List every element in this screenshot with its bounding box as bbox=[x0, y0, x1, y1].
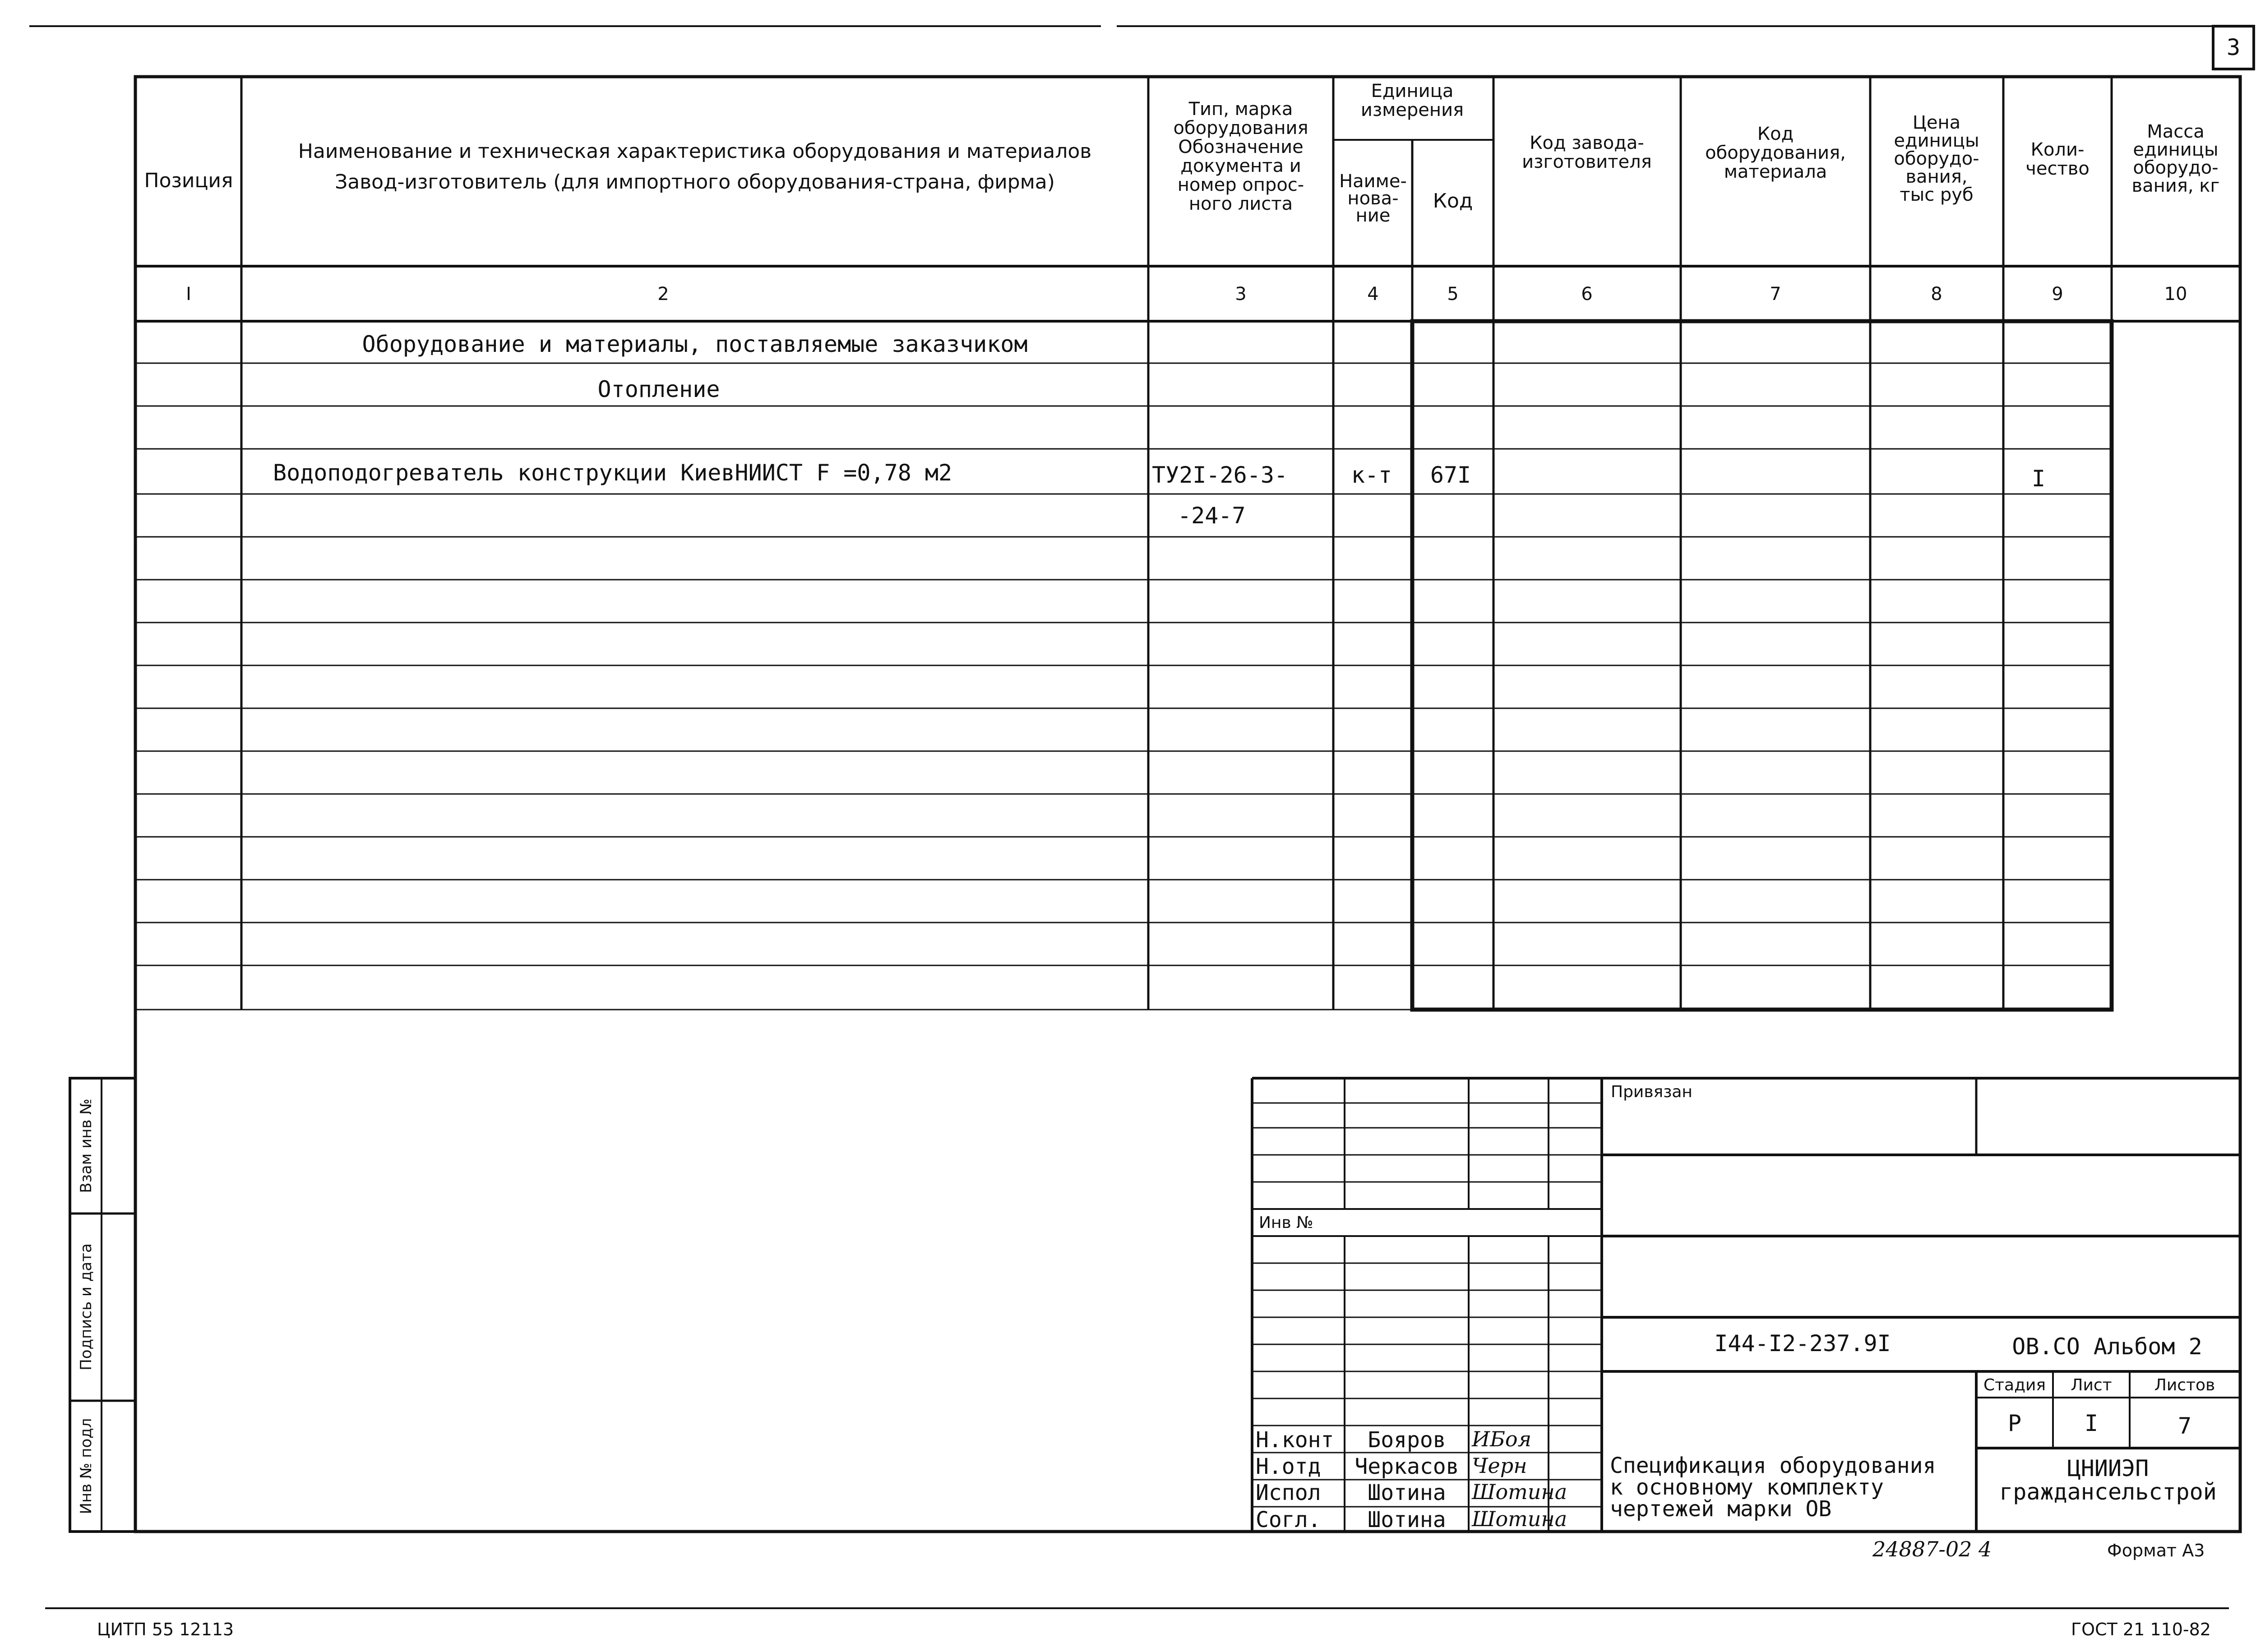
header-plant-code-line: Код завода- bbox=[1530, 133, 1644, 153]
signatory-name: Черкасов bbox=[1355, 1454, 1459, 1479]
column-number: 4 bbox=[1367, 284, 1379, 305]
header-unit-price bbox=[1894, 112, 1979, 205]
header-position: Позиция bbox=[144, 169, 233, 192]
header-unit-price-line: Цена bbox=[1912, 112, 1961, 133]
privyazan-label: Привязан bbox=[1611, 1083, 1692, 1101]
item-code: 67I bbox=[1430, 462, 1471, 488]
header-equipment-code-line: материала bbox=[1724, 162, 1827, 182]
item-type-line2: -24-7 bbox=[1178, 503, 1246, 529]
main-frame bbox=[135, 77, 2240, 1532]
organization-line: ЦНИИЭП bbox=[2067, 1455, 2149, 1481]
signatory-role: Н.конт bbox=[1256, 1427, 1334, 1453]
signatory-name: Бояров bbox=[1368, 1427, 1446, 1453]
signatory-name: Шотина bbox=[1368, 1507, 1446, 1532]
item-quantity: I bbox=[2031, 466, 2046, 492]
signature: Шотина bbox=[1472, 1507, 1567, 1531]
archive-number: 24887-02 4 bbox=[1872, 1537, 1992, 1561]
header-equipment-code-line: Код bbox=[1757, 124, 1794, 144]
header-unit-price-line: тыс руб bbox=[1900, 185, 1974, 205]
header-type-mark-line: номер опрос- bbox=[1177, 175, 1304, 195]
inv-no-label: Инв № bbox=[1259, 1214, 1313, 1232]
item-unit: к-т bbox=[1351, 462, 1392, 488]
document-title bbox=[1610, 1453, 1936, 1522]
header-equipment-code bbox=[1705, 124, 1846, 182]
column-number: 6 bbox=[1581, 284, 1593, 305]
signature: Черн bbox=[1472, 1454, 1527, 1478]
album-label: ОВ.СО Альбом 2 bbox=[2012, 1334, 2202, 1360]
section-title: Оборудование и материалы, поставляемые заказчиком bbox=[362, 331, 1028, 357]
header-name-line2: Завод-изготовитель (для импортного оборудования-страна, фирма) bbox=[335, 171, 1055, 194]
document-title-line: Спецификация оборудования bbox=[1610, 1453, 1936, 1478]
format-label: Формат А3 bbox=[2107, 1541, 2205, 1560]
document-code: I44-I2-237.9I bbox=[1714, 1330, 1891, 1357]
column-number: 3 bbox=[1235, 284, 1247, 305]
header-type-mark-line: Тип, марка bbox=[1188, 99, 1293, 120]
header-plant-code bbox=[1522, 133, 1652, 172]
sheets-value: 7 bbox=[2177, 1413, 2192, 1439]
footer-left-code: ЦИТП 55 12113 bbox=[97, 1620, 234, 1639]
signature: ИБоя bbox=[1472, 1427, 1532, 1451]
side-label-original-inv: Инв № подл bbox=[77, 1418, 95, 1514]
column-number: 10 bbox=[2164, 284, 2187, 305]
signatory-role: Н.отд bbox=[1256, 1454, 1321, 1479]
header-unit-mass-line: оборудо- bbox=[2133, 157, 2219, 178]
header-type-mark-line: документа и bbox=[1180, 156, 1301, 176]
header-unit-mass bbox=[2132, 121, 2220, 196]
column-number: 8 bbox=[1931, 284, 1942, 305]
header-equipment-code-line: оборудования, bbox=[1705, 143, 1846, 163]
item-type-line1: ТУ2I-26-3- bbox=[1152, 462, 1288, 488]
header-unit-price-line: единицы bbox=[1894, 130, 1979, 151]
header-unit-name-line: нова- bbox=[1347, 188, 1399, 209]
sheet-label: Лист bbox=[2071, 1376, 2112, 1394]
column-number: 9 bbox=[2052, 284, 2063, 305]
signature: Шотина bbox=[1472, 1480, 1567, 1504]
header-unit-price-line: вания, bbox=[1905, 166, 1968, 187]
item-name: Водоподогреватель конструкции КиевНИИСТ F =0,78 м2 bbox=[273, 460, 952, 486]
footer-gost: ГОСТ 21 110-82 bbox=[2071, 1620, 2211, 1639]
sheets-label: Листов bbox=[2154, 1376, 2215, 1394]
column-number: I bbox=[186, 284, 191, 305]
header-name-line1: Наименование и техническая характеристика оборудования и материалов bbox=[298, 140, 1092, 163]
header-type-mark-line: оборудования bbox=[1173, 118, 1308, 138]
stage-value: Р bbox=[2007, 1410, 2022, 1436]
sheet-value: I bbox=[2084, 1410, 2099, 1436]
header-unit-name-line: Наиме- bbox=[1339, 171, 1407, 192]
header-unit-group-line: измерения bbox=[1360, 100, 1464, 120]
column-number: 2 bbox=[657, 284, 669, 305]
header-quantity-line: чество bbox=[2025, 158, 2090, 179]
header-type-mark-line: Обозначение bbox=[1178, 137, 1304, 157]
header-unit-name-line: ние bbox=[1355, 205, 1391, 226]
column-number: 7 bbox=[1770, 284, 1781, 305]
header-unit-name bbox=[1339, 171, 1407, 226]
side-label-replaced-inv: Взам инв № bbox=[77, 1098, 95, 1193]
header-unit-mass-line: вания, кг bbox=[2131, 175, 2220, 196]
spec-table-content bbox=[273, 331, 2045, 529]
header-unit-mass-line: единицы bbox=[2133, 139, 2219, 160]
header-quantity-line: Коли- bbox=[2030, 139, 2085, 160]
top-border bbox=[29, 26, 2254, 69]
header-unit-group-line: Единица bbox=[1371, 81, 1454, 102]
side-label-signature-date: Подпись и дата bbox=[77, 1243, 95, 1371]
stage-label: Стадия bbox=[1983, 1376, 2046, 1394]
signatory-name: Шотина bbox=[1368, 1480, 1446, 1505]
header-plant-code-line: изготовителя bbox=[1522, 152, 1652, 172]
header-quantity bbox=[2025, 139, 2090, 179]
header-unit-price-line: оборудо- bbox=[1894, 148, 1979, 169]
header-unit-mass-line: Масса bbox=[2147, 121, 2205, 142]
document-title-line: к основному комплекту bbox=[1610, 1475, 1884, 1500]
signatory-role: Согл. bbox=[1256, 1507, 1321, 1532]
header-unit-group bbox=[1361, 81, 1464, 120]
organization-name bbox=[1999, 1455, 2217, 1505]
table-header bbox=[144, 81, 2219, 226]
header-type-mark bbox=[1173, 99, 1308, 214]
column-number: 5 bbox=[1447, 284, 1459, 305]
column-numbers-row bbox=[186, 284, 2187, 305]
header-unit-code: Код bbox=[1433, 189, 1473, 212]
header-type-mark-line: ного листа bbox=[1188, 194, 1293, 214]
sheet-number: 3 bbox=[2226, 34, 2241, 60]
signatory-role: Испол bbox=[1256, 1480, 1321, 1505]
subsection-title: Отопление bbox=[597, 376, 720, 402]
organization-line: граждансельстрой bbox=[1999, 1479, 2217, 1505]
spec-table-grid bbox=[135, 77, 2240, 1010]
document-title-line: чертежей марки ОВ bbox=[1610, 1496, 1832, 1522]
